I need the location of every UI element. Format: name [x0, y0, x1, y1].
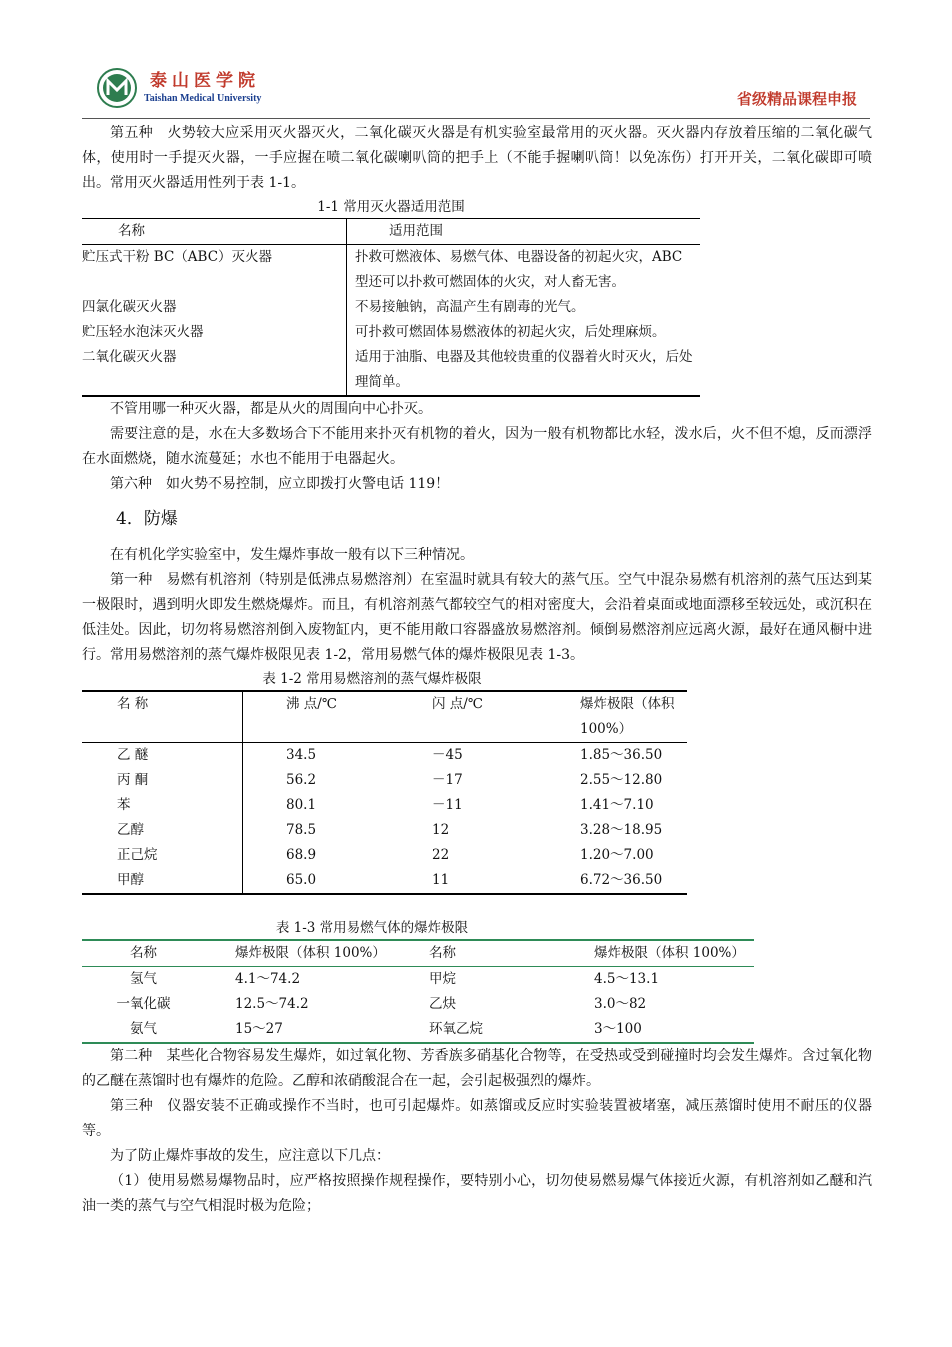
header-title: 省级精品课程申报 [736, 90, 857, 108]
table-row [82, 1017, 754, 1043]
table-cell: 78.5 [286, 822, 317, 838]
document-body [82, 121, 872, 1219]
gas-explosion-table [82, 939, 754, 1044]
university-name-en: Taishan Medical University [144, 93, 262, 104]
table-cell: 22 [432, 847, 450, 863]
table-caption: 表 1-2 常用易燃溶剂的蒸气爆炸极限 [262, 671, 482, 687]
table-row [82, 345, 700, 396]
table-cell: 1.85～36.50 [580, 747, 663, 763]
paragraph: 需要注意的是，水在大多数场合下不能用来扑灭有机物的着火，因为一般有机物都比水轻，泼水后，火不但不熄，反而漂浮在水面燃烧，随水流蔓延；水也不能用于电器起火。 [82, 426, 872, 467]
table-row [82, 868, 687, 894]
table-header-row [82, 940, 754, 967]
table-cell: －11 [432, 797, 463, 813]
table-row [82, 843, 687, 868]
table-cell: 15～27 [235, 1021, 283, 1037]
table-cell: 乙 醚 [82, 743, 243, 769]
table-cell: 可扑救可燃固体易燃液体的初起火灾，后处理麻烦。 [355, 324, 666, 340]
paragraph: 第三种 仪器安装不正确或操作不当时，也可引起爆炸。如蒸馏或反应时实验装置被堵塞，减压蒸馏时使用不耐压的仪器等。 [82, 1098, 872, 1139]
table-cell: 二氧化碳灭火器 [82, 345, 347, 396]
table-header-cell: 闪 点/℃ [418, 691, 550, 743]
extinguisher-table [82, 218, 700, 397]
table-cell: 乙炔 [429, 996, 456, 1012]
table-cell: 6.72～36.50 [580, 872, 663, 888]
table-cell: 氢气 [130, 971, 157, 987]
table-row [82, 743, 687, 769]
table-row [82, 245, 700, 296]
table-row [82, 992, 754, 1017]
table-header-cell: 名称 [415, 940, 554, 967]
paragraph: 第一种 易燃有机溶剂（特别是低沸点易燃溶剂）在室温时就具有较大的蒸气压。空气中混杂易燃有机溶剂的蒸气压达到某一极限时，遇到明火即发生燃烧爆炸。而且，有机溶剂蒸气都较空气的相对密度大，会沿着桌面或地面漂移至较远处，或沉积在低洼处。因此，切勿将易燃溶剂倒入废物缸内，更不能用敞口容器盛放易燃溶剂。倾倒易燃溶剂应远离火源，最好在通风橱中进行。常用易燃溶剂的蒸气爆炸极限见表 1-2，常用易燃气体的爆炸极限见表 1-3。 [82, 572, 872, 663]
table-header-cell: 爆炸极限（体积 100%） [554, 940, 754, 967]
university-name-cn: 泰山医学院 [150, 71, 260, 91]
table-cell: 扑救可燃液体、易燃气体、电器设备的初起火灾，ABC 型还可以扑救可燃固体的火灾，对人畜无害。 [355, 249, 683, 290]
paragraph: 第五种 火势较大应采用灭火器灭火，二氧化碳灭火器是有机实验室最常用的灭火器。灭火器内存放着压缩的二氧化碳气体，使用时一手提灭火器，一手应握在喷二氧化碳喇叭筒的把手上（不能手握喇叭筒！以免冻伤）打开开关，二氧化碳即可喷出。常用灭火器适用性列于表 1-1。 [82, 125, 872, 191]
table-cell: 不易接触钠，高温产生有剧毒的光气。 [355, 299, 585, 315]
table-cell: 3.0～82 [594, 996, 647, 1012]
table-row [82, 967, 754, 993]
table-cell: 甲烷 [429, 971, 456, 987]
table-header-cell: 名 称 [82, 691, 243, 743]
table-header-cell: 爆炸极限（体积 100%） [205, 940, 415, 967]
table-cell: 56.2 [286, 772, 317, 788]
page-header [0, 0, 952, 118]
table-cell: 3～100 [594, 1021, 642, 1037]
table-cell: 4.5～13.1 [594, 971, 660, 987]
table-caption: 表 1-3 常用易燃气体的爆炸极限 [275, 920, 469, 936]
table-cell: 34.5 [286, 747, 317, 763]
table-cell: 贮压轻水泡沫灭火器 [82, 320, 347, 345]
table-cell: 贮压式干粉 BC（ABC）灭火器 [82, 245, 347, 296]
table-cell: 氨气 [130, 1021, 157, 1037]
paragraph: 为了防止爆炸事故的发生，应注意以下几点： [110, 1148, 390, 1164]
university-logo-icon [97, 68, 137, 108]
paragraph: 在有机化学实验室中，发生爆炸事故一般有以下三种情况。 [110, 547, 474, 563]
table-header-cell: 爆炸极限（体积 100%） [550, 691, 687, 743]
paragraph: 第二种 某些化合物容易发生爆炸，如过氧化物、芳香族多硝基化合物等，在受热或受到碰撞时均会发生爆炸。含过氧化物的乙醚在蒸馏时也有爆炸的危险。乙醇和浓硝酸混合在一起，会引起极强烈的爆炸。 [82, 1048, 872, 1089]
table-row [82, 768, 687, 793]
header-divider [82, 118, 870, 119]
table-cell: 乙醇 [82, 818, 243, 843]
table-cell: 适用于油脂、电器及其他较贵重的仪器着火时灭火，后处理简单。 [355, 349, 693, 390]
table-cell: －17 [432, 772, 463, 788]
table-cell: 环氧乙烷 [429, 1021, 483, 1037]
table-row [82, 320, 700, 345]
table-cell: 四氯化碳灭火器 [82, 295, 347, 320]
paragraph: 第六种 如火势不易控制，应立即拨打火警电话 119！ [110, 476, 450, 492]
table-header-cell: 沸 点/℃ [243, 691, 419, 743]
table-header-row [82, 219, 700, 245]
table-row [82, 295, 700, 320]
table-cell: 苯 [82, 793, 243, 818]
table-header-cell: 名称 [82, 219, 347, 245]
table-cell: 65.0 [286, 872, 317, 888]
table-cell: 1.41～7.10 [580, 797, 654, 813]
table-header-cell: 适用范围 [347, 219, 701, 245]
table-cell: 80.1 [286, 797, 317, 813]
table-cell: 12 [432, 822, 450, 838]
paragraph: 不管用哪一种灭火器，都是从火的周围向中心扑灭。 [110, 401, 432, 417]
table-cell: 11 [432, 872, 450, 888]
table-cell: 4.1～74.2 [235, 971, 301, 987]
table-cell: 甲醇 [82, 868, 243, 894]
solvent-explosion-table [82, 690, 687, 895]
table-header-cell: 名称 [82, 940, 205, 967]
table-header-row [82, 691, 687, 743]
table-cell: 一氧化碳 [116, 996, 171, 1012]
table-cell: －45 [432, 747, 463, 763]
table-cell: 1.20～7.00 [580, 847, 654, 863]
table-cell: 68.9 [286, 847, 317, 863]
table-row [82, 793, 687, 818]
table-cell: 正己烷 [82, 843, 243, 868]
section-heading: 4．防爆 [116, 509, 178, 529]
table-cell: 丙 酮 [82, 768, 243, 793]
table-cell: 2.55～12.80 [580, 772, 663, 788]
table-row [82, 818, 687, 843]
paragraph: （1）使用易燃易爆物品时，应严格按照操作规程操作，要特别小心，切勿使易燃易爆气体接近火源，有机溶剂如乙醚和汽油一类的蒸气与空气相混时极为危险； [82, 1173, 872, 1214]
table-cell: 3.28～18.95 [580, 822, 663, 838]
table-cell: 12.5～74.2 [235, 996, 309, 1012]
table-caption: 1-1 常用灭火器适用范围 [317, 199, 465, 215]
